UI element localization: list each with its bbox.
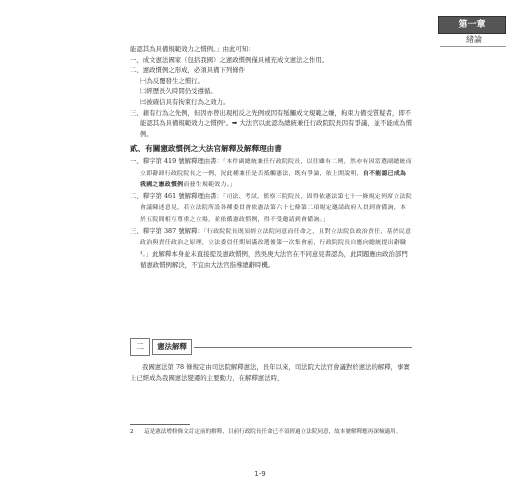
page-number: 1-9 bbox=[254, 470, 266, 478]
condition-item: ㈡經歷長久時間仍受遵循。 bbox=[140, 87, 217, 96]
chapter-tab: 第一章 bbox=[438, 16, 506, 34]
case-quote: 「本件副總統兼任行政院院長，以往雖有二例，然亦有因當選副總統而立即辭卸行政院院長之一例，況此種兼任是否抵觸憲法，既有爭論，依上開說明， bbox=[140, 158, 412, 177]
footnote-divider bbox=[130, 424, 190, 425]
list-item: 二、憲政慣例之形成，必須具備下列條件 bbox=[130, 66, 246, 75]
intro-text: 能認其為具備規範效力之慣例。」由此可知： bbox=[130, 45, 255, 53]
condition-item: ㈢被確信具有拘束行為之效力。 bbox=[140, 97, 230, 106]
list-item: 三、藉有行為之先例，但因亦曾出現相反之先例或因有牴觸成文規範之嫌，拘束力備受質疑者，即不能認其為具備規範效力之慣例²。➡ 大法官以此認為總統兼任行政院院長因有爭議，並不能成為慣例。 bbox=[130, 108, 412, 138]
case-item bbox=[130, 156, 412, 191]
case-quote: 「行政院院長既須經立法院同意而任命之，且對立法院負政治責任，基於民意政治與責任政治之原理，立法委員任期屆滿改選後第一次集會前，行政院院長自應向總統提出辭職³。」 bbox=[140, 228, 412, 258]
section-header bbox=[130, 338, 412, 356]
case-commentary: 此解釋本身並未直接提及憲政慣例，然吳庚大法官在不同意見書認為，此問題應由政治部門循憲政慣例解決，不宜由大法官指導總辭時機。 bbox=[140, 249, 408, 270]
case-quote-end: 而發生規範效力。」 bbox=[183, 182, 237, 189]
footnote-text: 這是憲法增修條文訂定前的解釋，目前行政院長任命已不須經過立法院同意，故本號解釋應再深檢適用。 bbox=[144, 429, 402, 435]
case-quote-emphasis: 自不能認已成為我國之憲政慣例 bbox=[140, 170, 407, 189]
condition-item: ㈠為反覆發生之慣行。 bbox=[140, 76, 204, 85]
section-divider bbox=[194, 347, 412, 348]
case-prefix: 二、釋字第 461 號解釋理由書： bbox=[130, 191, 223, 200]
case-item bbox=[130, 191, 412, 226]
section-title: 憲法解釋 bbox=[152, 339, 192, 355]
list-item: 一、成文憲法國家（包括我國）之憲政慣例僅具補充成文憲法之作用。 bbox=[130, 55, 329, 64]
chapter-divider bbox=[440, 46, 506, 47]
case-item bbox=[130, 226, 412, 271]
section-number: 二 bbox=[130, 338, 150, 356]
body-paragraph: 我國憲法第 78 條規定由司法院解釋憲法，長年以來，司法院大法官會議對於憲法的解釋，事實上已經成為我國憲法變遷的主要動力，在解釋憲法時， bbox=[130, 363, 410, 382]
footnote-number: 2 bbox=[130, 429, 134, 435]
case-quote: 「司法、考試、監察三院院長，固得依憲法第七十一條規定列席立法院會議陳述意見，若立法院所設各種委員會依憲法第六十七條第二項規定邀請政府人員到會備詢，本於五院間相互尊重之立場，並依循憲政慣例，得不受邀請到會備詢。」 bbox=[140, 193, 412, 223]
case-prefix: 一、釋字第 419 號解釋理由書： bbox=[130, 156, 223, 165]
section-heading: 貳、有關憲政慣例之大法官解釋及解釋理由書 bbox=[130, 144, 282, 154]
case-prefix: 三、釋字第 387 號解釋： bbox=[130, 226, 204, 235]
footnote bbox=[130, 428, 412, 437]
chapter-subtitle: 緒論 bbox=[466, 35, 482, 44]
main-content bbox=[130, 44, 412, 271]
